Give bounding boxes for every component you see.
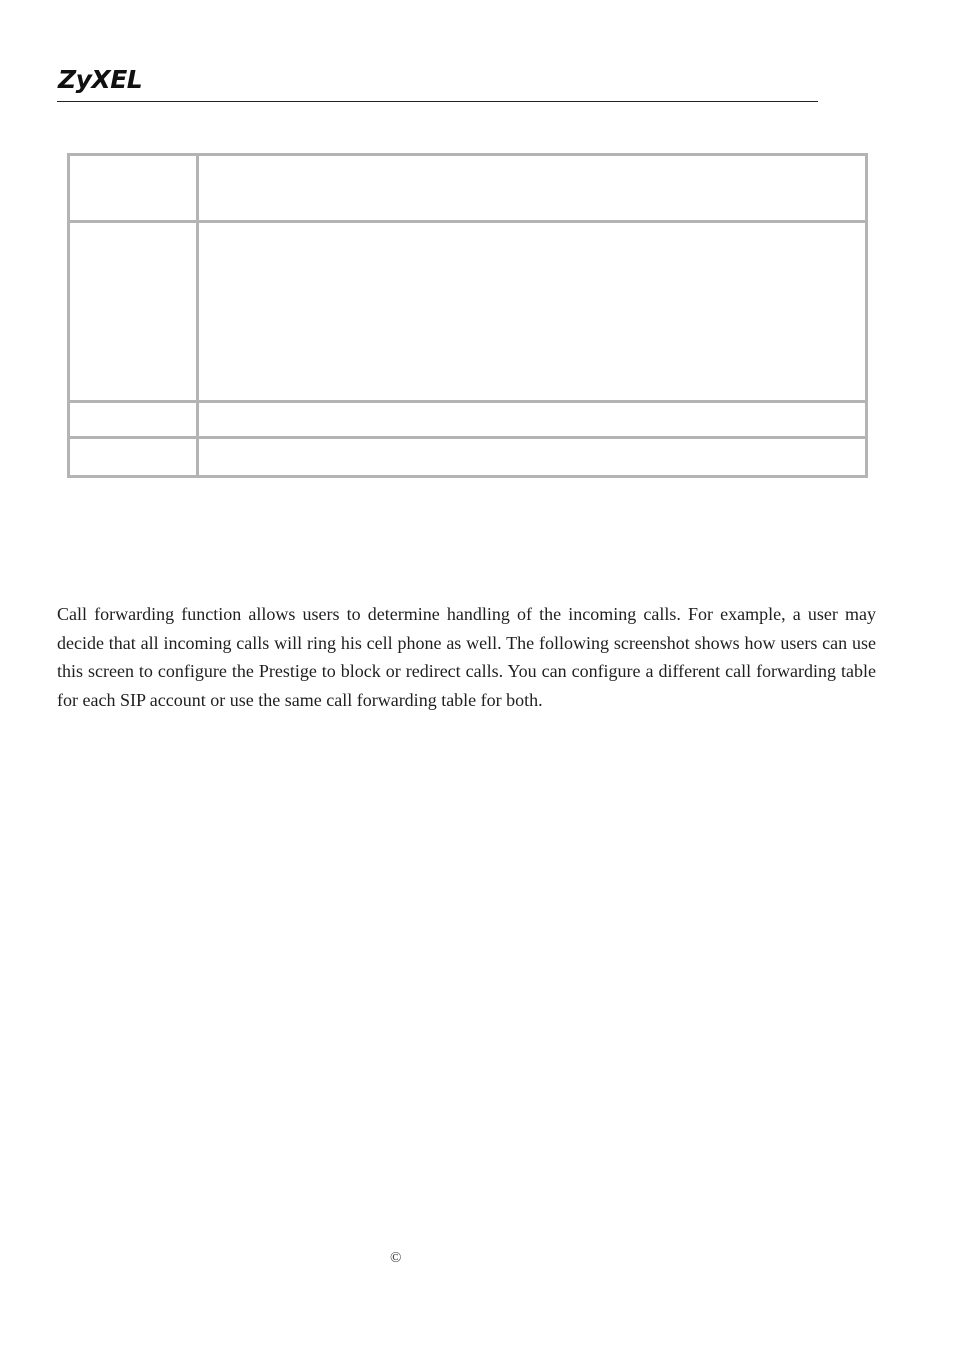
page-header (57, 62, 818, 102)
table-label-cell (69, 438, 198, 477)
zyxel-logo: ZyXEL (58, 65, 143, 94)
field-description-table (67, 153, 868, 478)
table-description-cell (198, 438, 867, 477)
table-label-cell (69, 222, 198, 402)
table-description-cell (198, 155, 867, 222)
table-description-cell (198, 402, 867, 438)
table-row (69, 222, 867, 402)
table-row (69, 402, 867, 438)
call-forwarding-paragraph: Call forwarding function allows users to determine handling of the incoming calls. For example, a user may decide that all incoming calls will ring his cell phone as well. The following screenshot shows how users can use this screen to configure the Prestige to block or redirect calls. You can configure a different call forwarding table for each SIP account or use the same call forwarding table for both. (57, 604, 876, 711)
table-row (69, 155, 867, 222)
table-row (69, 438, 867, 477)
table-label-cell (69, 155, 198, 222)
table-description-cell (198, 222, 867, 402)
table-label-cell (69, 402, 198, 438)
copyright-symbol: © (390, 1250, 402, 1266)
